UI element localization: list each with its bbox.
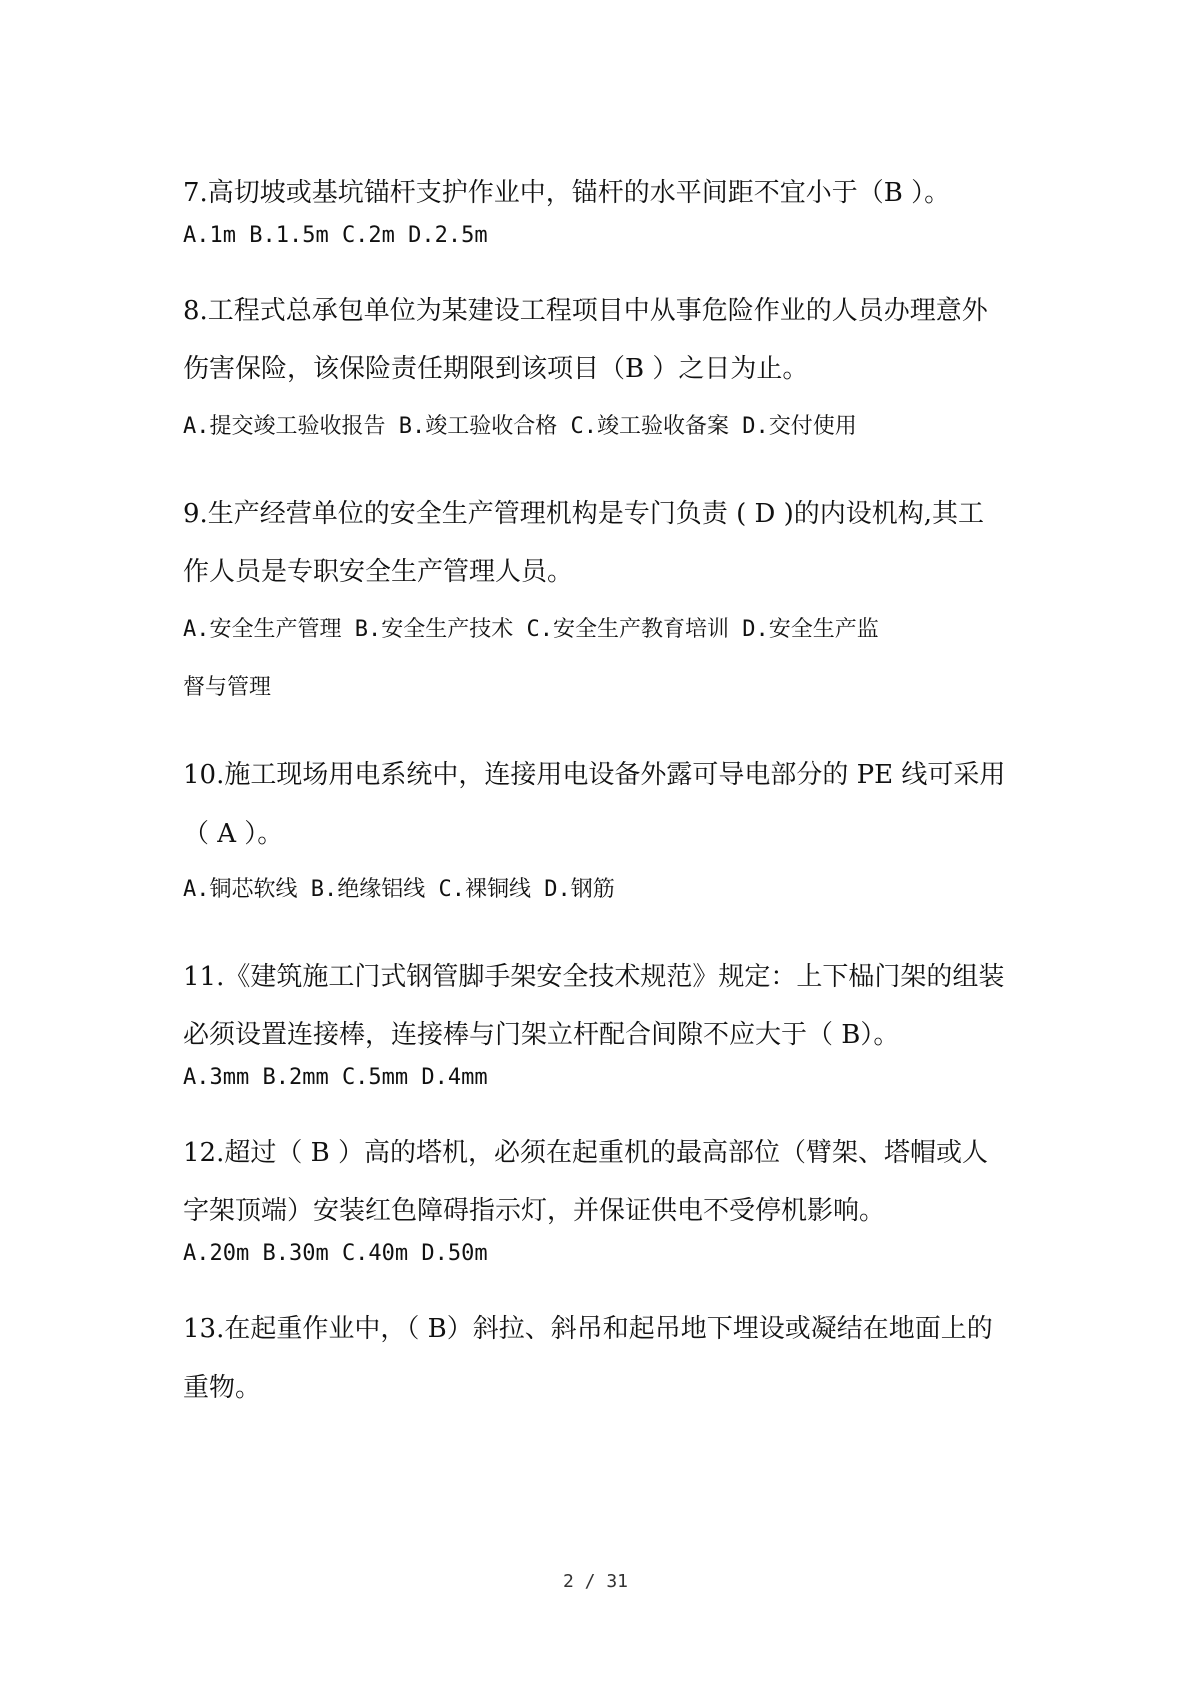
- question-13-line-1: 13.在起重作业中，（ B）斜拉、斜吊和起吊地下埋设或凝结在地面上的: [183, 1314, 993, 1344]
- question-8-options: A.提交竣工验收报告 B.竣工验收合格 C.竣工验收备案 D.交付使用: [183, 414, 857, 439]
- question-12-line-2: 字架顶端）安装红色障碍指示灯，并保证供电不受停机影响。: [183, 1196, 886, 1226]
- question-9-line-1: 9.生产经营单位的安全生产管理机构是专门负责 ( D )的内设机构,其工: [183, 499, 984, 529]
- question-12-options: A.20m B.30m C.40m D.50m: [183, 1241, 488, 1266]
- question-11-line-2: 必须设置连接棒，连接棒与门架立杆配合间隙不应大于（ B）。: [183, 1020, 900, 1050]
- question-7-options: A.1m B.1.5m C.2m D.2.5m: [183, 223, 488, 248]
- question-8-line-1: 8.工程式总承包单位为某建设工程项目中从事危险作业的人员办理意外: [183, 296, 988, 326]
- question-10-line-2: （ A ）。: [183, 819, 284, 849]
- question-12-line-1: 12.超过（ B ）高的塔机，必须在起重机的最高部位（臂架、塔帽或人: [183, 1138, 988, 1168]
- question-8-line-2: 伤害保险，该保险责任期限到该项目（B ）之日为止。: [183, 354, 809, 384]
- question-7-line-1: 7.高切坡或基坑锚杆支护作业中，锚杆的水平间距不宜小于（B ）。: [183, 178, 951, 208]
- question-11-options: A.3mm B.2mm C.5mm D.4mm: [183, 1065, 488, 1090]
- question-10-options: A.铜芯软线 B.绝缘铝线 C.裸铜线 D.钢筋: [183, 877, 615, 902]
- question-13-line-2: 重物。: [183, 1373, 262, 1403]
- question-11-line-1: 11.《建筑施工门式钢管脚手架安全技术规范》规定：上下榀门架的组装: [183, 962, 1005, 992]
- question-9-options-line-1: A.安全生产管理 B.安全生产技术 C.安全生产教育培训 D.安全生产监: [183, 617, 879, 642]
- question-9-line-2: 作人员是专职安全生产管理人员。: [183, 557, 574, 587]
- page-number: 2 / 31: [562, 1571, 629, 1592]
- question-10-line-1: 10.施工现场用电系统中，连接用电设备外露可导电部分的 PE 线可采用: [183, 760, 1006, 790]
- question-9-options-line-2: 督与管理: [183, 675, 272, 700]
